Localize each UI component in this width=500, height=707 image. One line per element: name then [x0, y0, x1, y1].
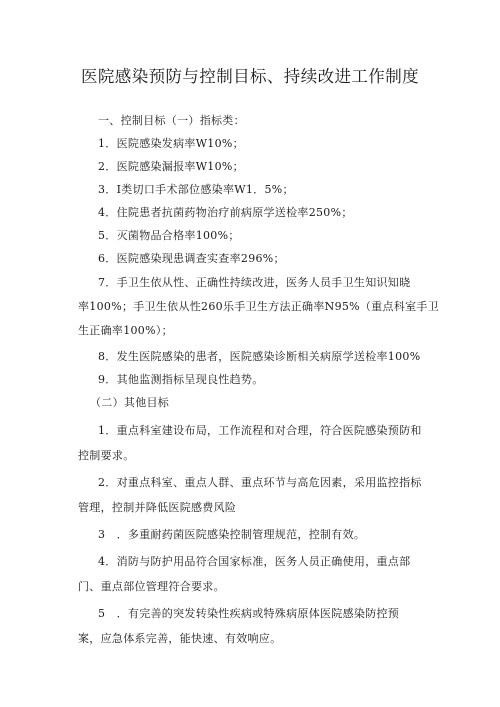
paragraph-item: 3 ．多重耐药菌医院感染控制管理规范，控制有效。 — [98, 528, 366, 541]
paragraph-continuation: 率100%；手卫生依从性260乐手卫生方法正确率N95%（重点科室手卫 — [78, 300, 440, 313]
paragraph-continuation: 管理，控制并降低医院感费风险 — [78, 501, 237, 514]
paragraph-continuation: 案，应急体系完善，能快速、有效响应。 — [78, 632, 282, 645]
paragraph-item: 1．医院感染发病率W10%； — [98, 137, 244, 150]
paragraph-item: 4．住院患者抗菌药物治疗前病原学送检率250%； — [98, 206, 353, 219]
paragraph-item: 6．医院感染现患调查实查率296%； — [98, 252, 285, 265]
paragraph-item: 7．手卫生依从性、正确性持续改进，医务人员手卫生知识知晓 — [98, 276, 411, 289]
document-title: 医院感染预防与控制目标、持续改进工作制度 — [81, 67, 419, 86]
paragraph-item: 5 ．有完善的突发转染性疾病或特殊病原体医院感染防控预 — [98, 607, 400, 620]
paragraph-item: 2．对重点科室、重点人群、重点环节与高危因素，采用监控指标 — [98, 476, 422, 489]
paragraph-item: 1．重点科室建设布局，工作流程和对合理，符合医院感染预防和 — [98, 424, 422, 437]
paragraph-item: 4．消防与防护用品符合国家标准，医务人员正确使用，重点部 — [98, 555, 411, 568]
section-heading-other-goals: （二）其他目标 — [90, 396, 170, 409]
paragraph-continuation: 生正确率100%）； — [78, 324, 173, 337]
paragraph-item: 2．医院感染漏报率W10%； — [98, 160, 244, 173]
paragraph-item: 3．I类切口手术部位感染率W1．5%； — [98, 183, 294, 196]
paragraph-item: 5．灭菌物品合格率100%； — [98, 229, 240, 242]
paragraph-continuation: 门、重点部位管理符合要求。 — [78, 580, 225, 593]
paragraph-continuation: 控制要求。 — [78, 449, 135, 462]
paragraph-item: 8．发生医院感染的患者，医院感染诊断相关病原学送检率100% — [98, 350, 421, 363]
paragraph-item: 9．其他监测指标呈现良性趋势。 — [98, 373, 264, 386]
section-heading-control-goals: 一、控制目标（一）指标类： — [98, 114, 245, 127]
